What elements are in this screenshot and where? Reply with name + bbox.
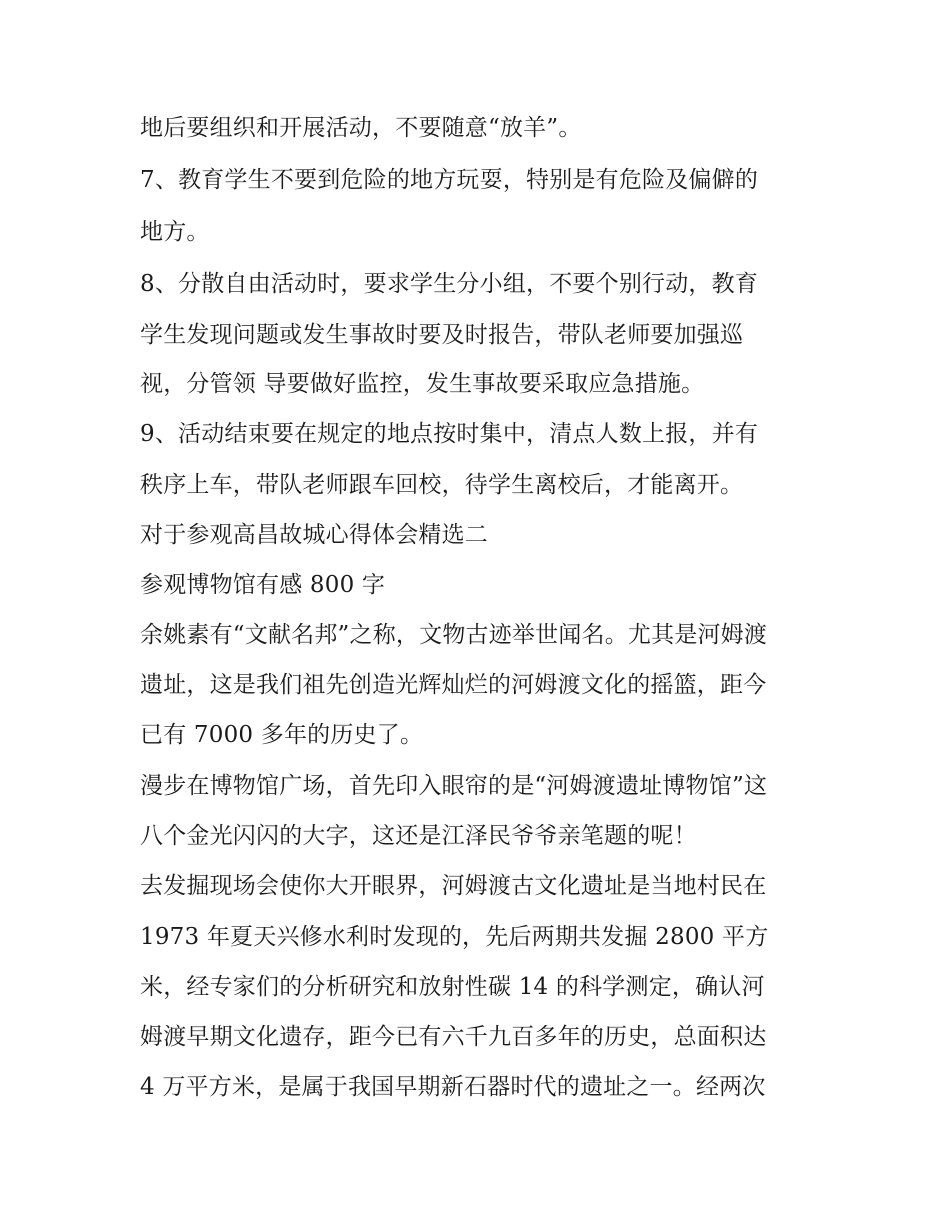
text-line: 9、活动结束要在规定的地点按时集中，清点人数上报，并有: [140, 421, 759, 447]
article-title: 参观博物馆有感 800 字: [140, 572, 386, 598]
text-line: 已有 7000 多年的历史了。: [140, 722, 424, 748]
text-line: 地方。: [140, 219, 210, 245]
section-heading: 对于参观高昌故城心得体会精选二: [140, 522, 488, 548]
text-line: 米，经专家们的分析研究和放射性碳 14 的科学测定，确认河: [140, 974, 765, 1000]
text-line: 姆渡早期文化遗存，距今已有六千九百多年的历史，总面积达: [140, 1024, 767, 1050]
text-line: 秩序上车，带队老师跟车回校，待学生离校后，才能离开。: [140, 472, 744, 498]
text-line: 地后要组织和开展活动，不要随意“放羊”。: [140, 115, 582, 141]
text-line: 余姚素有“文献名邦”之称，文物古迹举世闻名。尤其是河姆渡: [140, 622, 768, 648]
text-line: 1973 年夏天兴修水利时发现的，先后两期共发掘 2800 平方: [140, 924, 769, 950]
text-line: 8、分散自由活动时，要求学生分小组，不要个别行动，教育: [140, 271, 759, 297]
text-line: 八个金光闪闪的大字，这还是江泽民爷爷亲笔题的呢！: [140, 823, 697, 849]
text-line: 4 万平方米，是属于我国早期新石器时代的遗址之一。经两次: [140, 1074, 766, 1100]
text-line: 视，分管领 导要做好监控，发生事故要采取应急措施。: [140, 371, 705, 397]
text-line: 学生发现问题或发生事故时要及时报告，带队老师要加强巡: [140, 322, 744, 348]
text-line: 7、教育学生不要到危险的地方玩耍，特别是有危险及偏僻的: [140, 167, 759, 193]
text-line: 遗址，这是我们祖先创造光辉灿烂的河姆渡文化的摇篮，距今: [140, 672, 767, 698]
text-line: 去发掘现场会使你大开眼界，河姆渡古文化遗址是当地村民在: [140, 873, 767, 899]
text-line: 漫步在博物馆广场，首先印入眼帘的是“河姆渡遗址博物馆”这: [140, 773, 768, 799]
